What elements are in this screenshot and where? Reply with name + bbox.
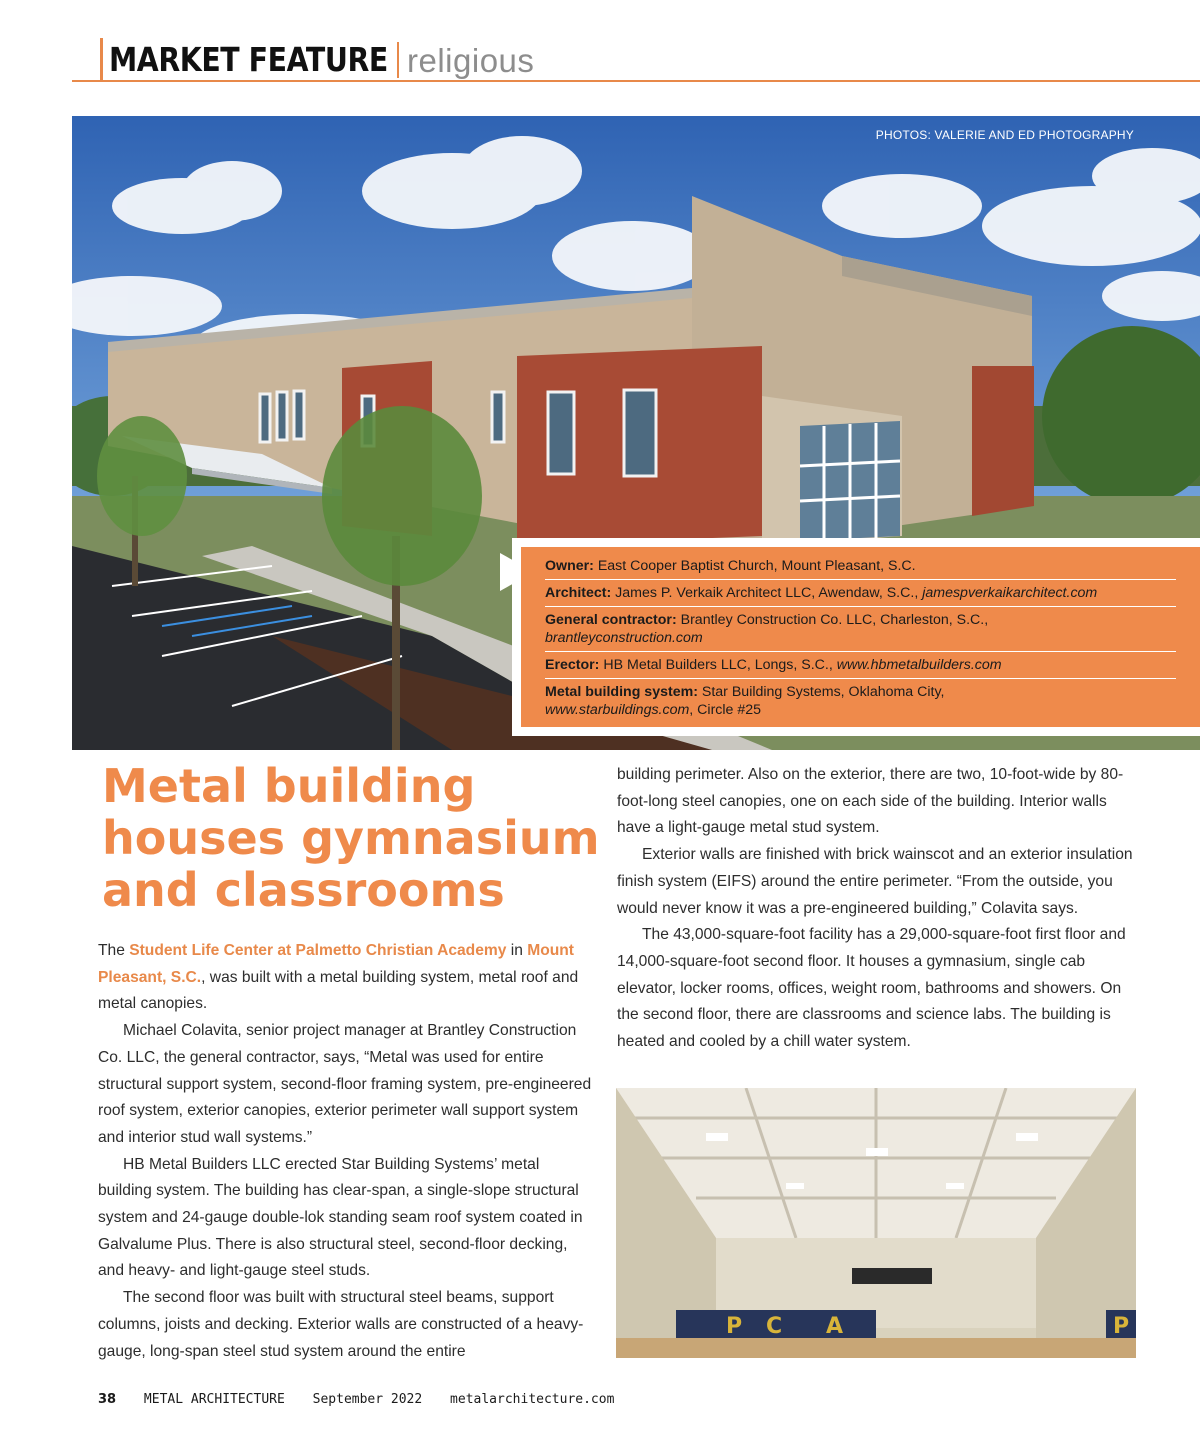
- section-title: MARKET FEATURE: [109, 40, 388, 79]
- architect-url[interactable]: jamespverkaikarchitect.com: [922, 585, 1098, 601]
- highlight-school-name: Student Life Center at Palmetto Christian Academy: [129, 942, 507, 959]
- gymnasium-interior-illustration: [616, 1088, 1136, 1358]
- paragraph-4: The second floor was built with structural steel beams, support columns, joists and decking. Exterior walls are constructed of a heavy-gauge, long-span steel stud system around the entire: [98, 1289, 584, 1360]
- paragraph-3: HB Metal Builders LLC erected Star Building Systems’ metal building system. The building has clear-span, a single-slope structural system and 24-gauge double-lok standing seam roof system coated in Galvalume Plus. There is also structural steel, second-floor decking, and heavy- and light-gauge steel studs.: [98, 1155, 583, 1280]
- mbs-url[interactable]: www.starbuildings.com: [545, 702, 690, 718]
- info-architect: [545, 580, 1176, 607]
- gc-label: General contractor:: [545, 612, 677, 628]
- paragraph-5: Exterior walls are finished with brick wainscot and an exterior insulation finish system (EIFS) around the entire perimeter. “From the outside, you would never know it was a pre-engineered building,” Colavita says.: [617, 846, 1133, 917]
- mbs-circle: , Circle #25: [689, 702, 762, 718]
- article-headline: [102, 760, 602, 916]
- wall-letter: P: [726, 1314, 743, 1339]
- paragraph-intro: [98, 938, 592, 1018]
- info-general-contractor: [545, 607, 1176, 652]
- gc-value: Brantley Construction Co. LLC, Charleston, S.C.,: [676, 612, 989, 628]
- architect-value: James P. Verkaik Architect LLC, Awendaw, S.C.,: [611, 585, 923, 601]
- paragraph-2: Michael Colavita, senior project manager at Brantley Construction Co. LLC, the general contractor, says, “Metal was used for entire structural support system, second-floor framing system, pre-engineered roof system, exterior canopies, exterior perimeter wall support system and interior stud wall systems.”: [98, 1022, 592, 1146]
- wall-letter: P: [1113, 1314, 1130, 1339]
- issue-date: September 2022: [312, 1392, 423, 1407]
- wall-letter: A: [826, 1314, 844, 1339]
- intro-text-c: , was built with a metal building system, metal roof and metal canopies.: [98, 968, 579, 1013]
- intro-text-b: in: [506, 942, 528, 959]
- photo-credit: PHOTOS: VALERIE AND ED PHOTOGRAPHY: [875, 128, 1134, 142]
- owner-value: East Cooper Baptist Church, Mount Pleasant, S.C.: [593, 558, 916, 574]
- article-column-2: [617, 762, 1139, 1056]
- gymnasium-photo: [616, 1088, 1136, 1358]
- erector-label: Erector:: [545, 657, 600, 673]
- headline-line-3: and classrooms: [102, 863, 505, 917]
- headline-line-2: houses gymnasium: [102, 811, 600, 865]
- owner-label: Owner:: [545, 558, 594, 574]
- project-info-panel: [521, 547, 1200, 727]
- magazine-name: METAL ARCHITECTURE: [143, 1392, 285, 1407]
- header-accent-bar: [100, 38, 103, 80]
- article-column-1: [98, 938, 592, 1365]
- intro-text-a: The: [98, 942, 130, 959]
- headline-line-1: Metal building: [102, 759, 476, 813]
- header-divider: [397, 42, 399, 78]
- section-header: [72, 38, 1200, 82]
- erector-url[interactable]: www.hbmetalbuilders.com: [836, 657, 1002, 673]
- gc-url[interactable]: brantleyconstruction.com: [545, 630, 703, 646]
- mbs-value: Star Building Systems, Oklahoma City,: [697, 684, 945, 700]
- architect-label: Architect:: [545, 585, 612, 601]
- page-number: 38: [98, 1392, 117, 1407]
- paragraph-6: The 43,000-square-foot facility has a 29,000-square-foot first floor and 14,000-square-foot second floor. It houses a gymnasium, single cab elevator, locker rooms, offices, weight room, bathrooms and showers. On the second floor, there are classrooms and science labs. The building is heated and cooled by a chill water system.: [617, 926, 1126, 1051]
- page-footer: [98, 1392, 634, 1407]
- info-erector: [545, 652, 1176, 679]
- mbs-label: Metal building system:: [545, 684, 698, 700]
- info-metal-building-system: [545, 679, 1176, 723]
- highlight-location: Mount Pleasant, S.C.: [98, 942, 574, 986]
- project-info-box: [512, 538, 1200, 736]
- website-link[interactable]: metalarchitecture.com: [450, 1392, 615, 1407]
- erector-value: HB Metal Builders LLC, Longs, S.C.,: [599, 657, 837, 673]
- info-owner: [545, 553, 1176, 580]
- section-category: religious: [407, 42, 535, 79]
- wall-letter: C: [766, 1314, 783, 1339]
- paragraph-4-continued: building perimeter. Also on the exterior, there are two, 10-foot-wide by 80-foot-long steel canopies, one on each side of the building. Interior walls have a light-gauge metal stud system.: [617, 766, 1124, 837]
